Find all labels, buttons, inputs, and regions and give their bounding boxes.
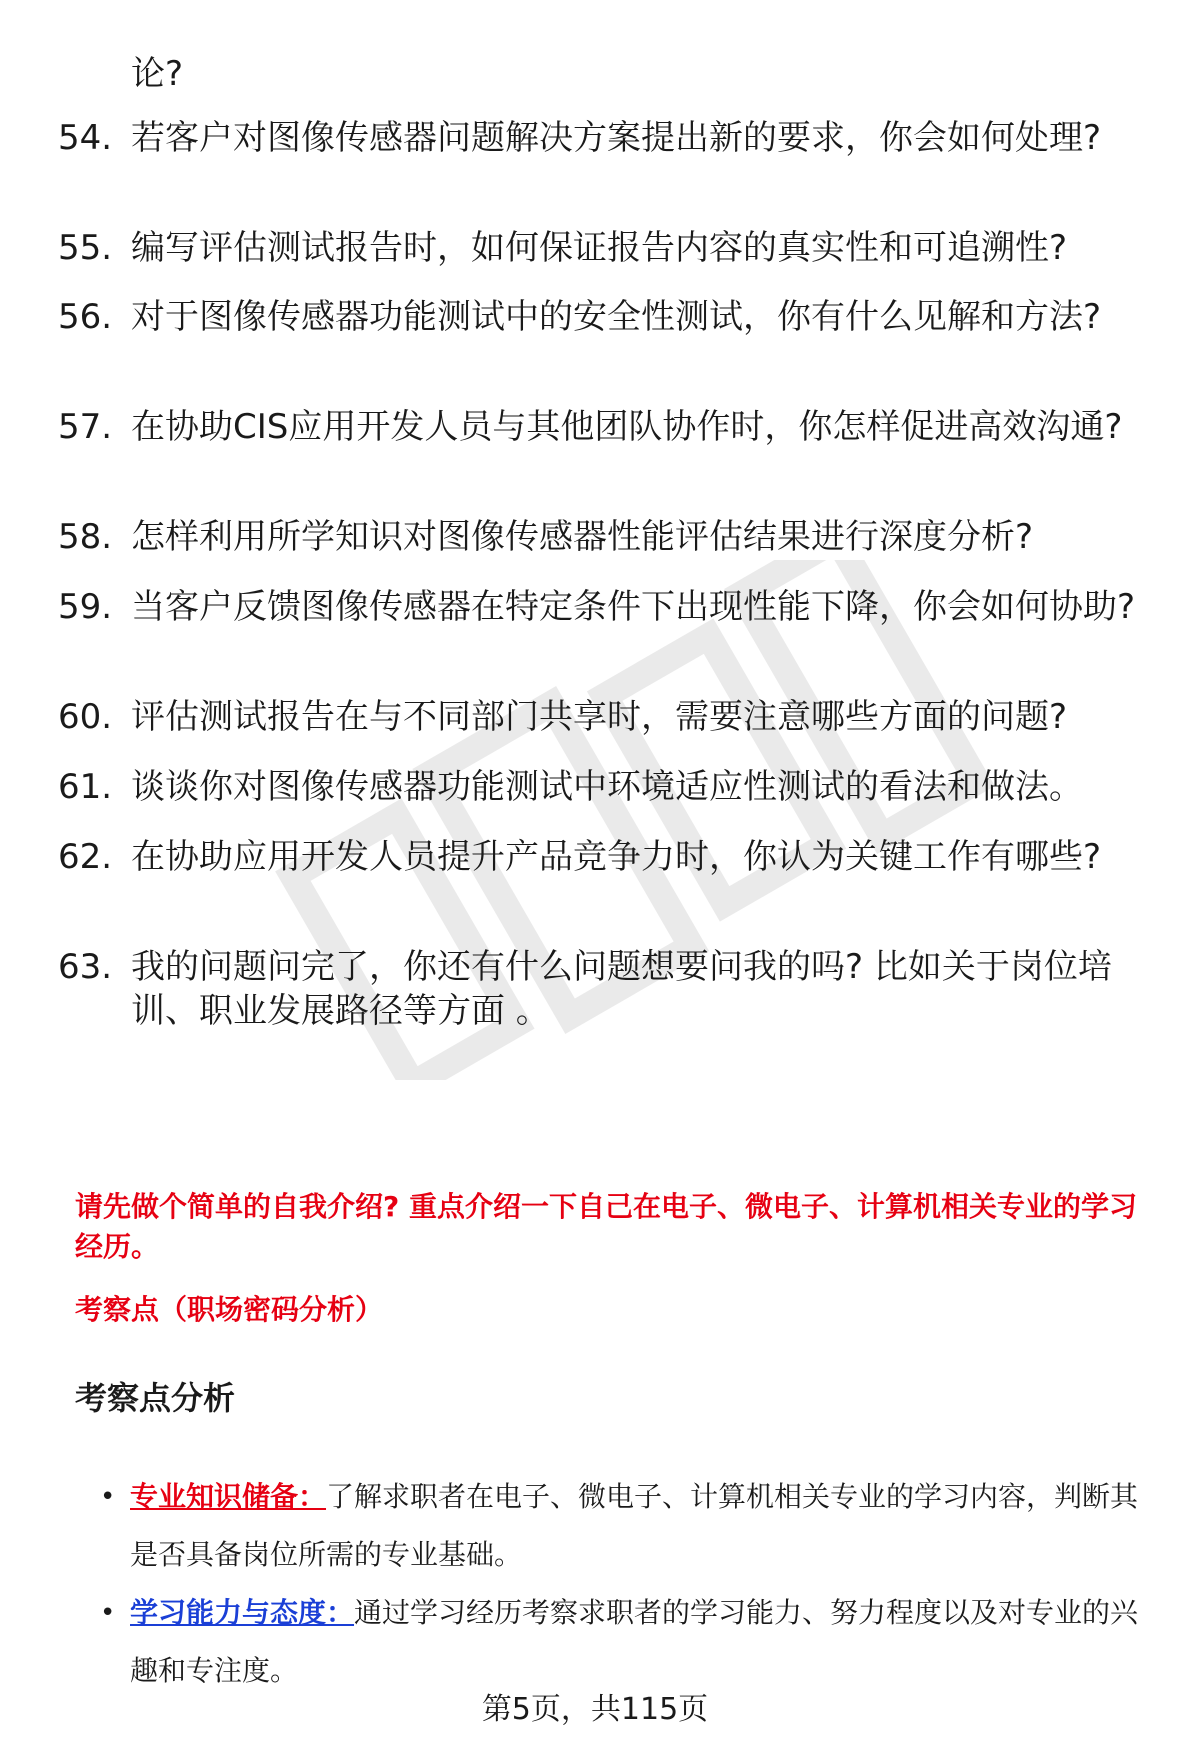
bullet-body xyxy=(130,1468,1160,1584)
page-footer: 第5页，共115页 xyxy=(481,1692,709,1727)
question-text: 编写评估测试报告时，如何保证报告内容的真实性和可追溯性? xyxy=(131,228,1068,268)
bullet-body xyxy=(130,1584,1160,1700)
question-text: 怎样利用所学知识对图像传感器性能评估结果进行深度分析? xyxy=(131,517,1034,557)
question-text: 谈谈你对图像传感器功能测试中环境适应性测试的看法和做法。 xyxy=(131,767,1083,807)
bullet-dot-icon: • xyxy=(100,1598,116,1628)
question-number: 59. xyxy=(58,587,113,627)
question-text: 在协助CIS应用开发人员与其他团队协作时，你怎样促进高效沟通? xyxy=(131,407,1123,447)
continued-question-text: 论? xyxy=(131,54,184,94)
question-number: 60. xyxy=(58,697,113,737)
bullet-text: 了解求职者在电子、微电子、计算机相关专业的学习内容，判断其是否具备岗位所需的专业基础。 xyxy=(130,1480,1139,1571)
question-number: 55. xyxy=(58,228,113,268)
question-number: 54. xyxy=(58,118,113,158)
question-text: 对于图像传感器功能测试中的安全性测试，你有什么见解和方法? xyxy=(131,297,1102,337)
highlight-question: 请先做个简单的自我介绍? 重点介绍一下自己在电子、微电子、计算机相关专业的学习经历。 xyxy=(75,1190,1137,1263)
assessment-label: 考察点（职场密码分析） xyxy=(75,1293,384,1326)
question-number: 56. xyxy=(58,297,113,337)
question-text: 我的问题问完了，你还有什么问题想要问我的吗? 比如关于岗位培训、职业发展路径等方面 。 xyxy=(131,947,1112,1031)
bullet-keyword: 专业知识储备： xyxy=(130,1480,327,1513)
question-number: 58. xyxy=(58,517,113,557)
question-text: 在协助应用开发人员提升产品竞争力时，你认为关键工作有哪些? xyxy=(131,837,1102,877)
question-number: 57. xyxy=(58,407,113,447)
question-text: 当客户反馈图像传感器在特定条件下出现性能下降，你会如何协助? xyxy=(131,587,1136,627)
bullet-dot-icon: • xyxy=(100,1482,116,1512)
question-number: 62. xyxy=(58,837,113,877)
question-number: 63. xyxy=(58,947,113,987)
question-text: 若客户对图像传感器问题解决方案提出新的要求，你会如何处理? xyxy=(131,118,1102,158)
bullet-keyword: 学习能力与态度： xyxy=(130,1596,355,1629)
analysis-heading: 考察点分析 xyxy=(75,1379,236,1417)
question-text: 评估测试报告在与不同部门共享时，需要注意哪些方面的问题? xyxy=(131,697,1068,737)
bullet-text: 通过学习经历考察求职者的学习能力、努力程度以及对专业的兴趣和专注度。 xyxy=(130,1596,1139,1687)
question-number: 61. xyxy=(58,767,113,807)
